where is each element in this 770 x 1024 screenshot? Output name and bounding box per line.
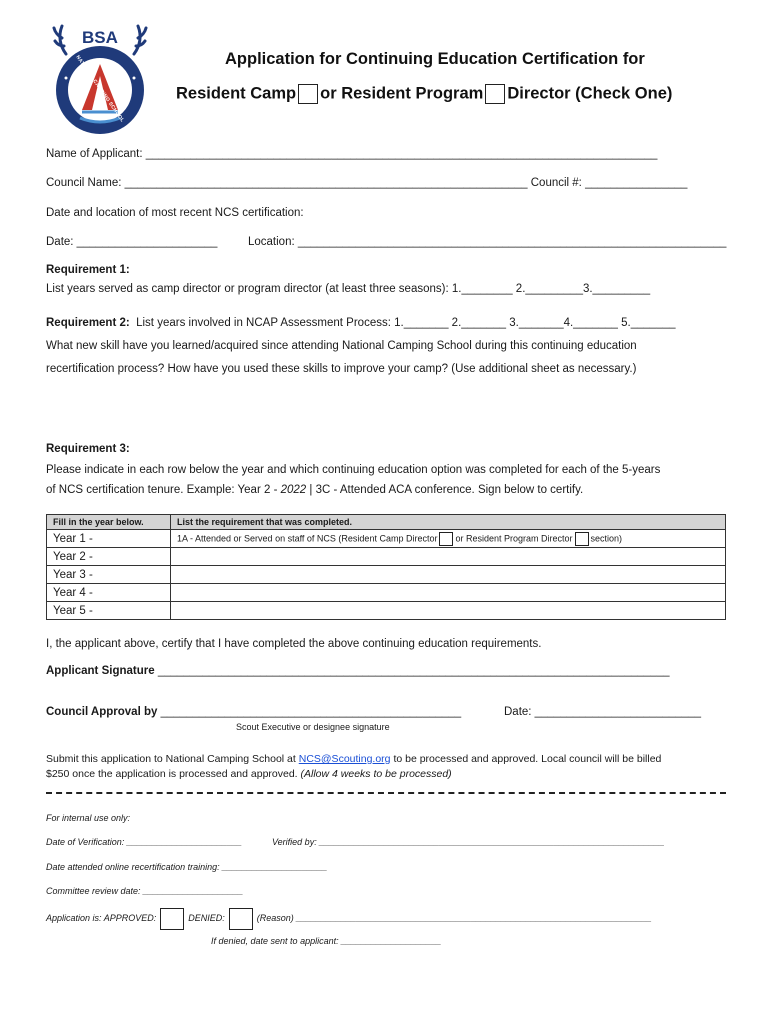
- denied-checkbox[interactable]: [229, 908, 253, 930]
- certification-location-field[interactable]: Location: ___________________________________________________________________: [248, 236, 727, 248]
- verification-date-field[interactable]: Date of Verification: _______________________: [46, 837, 242, 847]
- submit-line-1: Submit this application to National Camping School at NCS@Scouting.org to be processed and approved. Local council will be billed: [46, 753, 662, 765]
- resident-camp-director-checkbox[interactable]: [439, 532, 453, 546]
- denied-sent-date-field[interactable]: If denied, date sent to applicant: ____________________: [211, 936, 442, 946]
- table-row: [47, 584, 726, 602]
- year-4-cell[interactable]: Year 4 -: [47, 584, 171, 602]
- applicant-signature-field[interactable]: Applicant Signature ________________________________________________________________________________: [46, 665, 670, 677]
- approved-checkbox[interactable]: [160, 908, 184, 930]
- requirements-table: [46, 514, 726, 620]
- column-header-requirement: List the requirement that was completed.: [171, 515, 726, 530]
- logo-ring-text: NATIONAL CAMPING SCHOOL: [74, 54, 126, 124]
- year-3-cell[interactable]: Year 3 -: [47, 566, 171, 584]
- applicant-signature-label: Applicant Signature: [46, 665, 155, 677]
- resident-program-checkbox[interactable]: [485, 84, 505, 104]
- table-row: [47, 566, 726, 584]
- table-row: [47, 530, 726, 548]
- resident-camp-checkbox[interactable]: [298, 84, 318, 104]
- internal-heading: For internal use only:: [46, 813, 131, 823]
- table-row: [47, 602, 726, 620]
- submit-line-2: $250 once the application is processed and approved. (Allow 4 weeks to be processed): [46, 768, 452, 780]
- requirement-3-heading: Requirement 3:: [46, 443, 130, 455]
- requirement-2-heading: Requirement 2:: [46, 317, 130, 329]
- requirement-2-field[interactable]: [46, 317, 676, 329]
- requirement-1a-cell[interactable]: 1A - Attended or Served on staff of NCS (Resident Camp Director or Resident Program Director section): [171, 530, 726, 548]
- year-1-cell[interactable]: Year 1 -: [47, 530, 171, 548]
- training-date-field[interactable]: Date attended online recertification training: _____________________: [46, 862, 328, 872]
- approval-date-field[interactable]: Date: __________________________: [504, 706, 701, 718]
- council-approval-field[interactable]: Council Approval by _______________________________________________: [46, 706, 462, 718]
- bsa-ncs-logo: [52, 18, 148, 142]
- example-year: 2022: [280, 484, 307, 496]
- requirement-2-question-1: What new skill have you learned/acquired since attending National Camping School during this continuing education: [46, 340, 637, 352]
- requirement-2-question-2: recertification process? How have you used these skills to improve your camp? (Use additional sheet as necessary.): [46, 363, 637, 375]
- denied-label: DENIED:: [188, 913, 225, 923]
- ncs-certification-label: Date and location of most recent NCS certification:: [46, 207, 304, 219]
- council-name-field[interactable]: Council Name: _______________________________________________________________ Council #: ________________: [46, 177, 688, 189]
- requirement-1-heading: Requirement 1:: [46, 264, 130, 276]
- logo-bsa-text: BSA: [82, 28, 118, 47]
- reason-field[interactable]: (Reason) _______________________________________________________________________: [256, 913, 652, 923]
- certification-date-field[interactable]: Date: ______________________: [46, 236, 218, 248]
- dashed-divider: [46, 792, 726, 794]
- option-resident-camp-label: Resident Camp: [176, 84, 297, 103]
- column-header-year: Fill in the year below.: [47, 515, 171, 530]
- ncs-email-link[interactable]: NCS@Scouting.org: [298, 753, 391, 765]
- committee-review-field[interactable]: Committee review date: ____________________: [46, 886, 244, 896]
- title-line2: [176, 84, 672, 104]
- year-5-cell[interactable]: Year 5 -: [47, 602, 171, 620]
- requirement-cell[interactable]: [171, 584, 726, 602]
- application-status-row: [46, 906, 652, 930]
- option-director-label: Director (Check One): [507, 84, 673, 103]
- signature-caption: Scout Executive or designee signature: [236, 722, 390, 732]
- requirement-cell[interactable]: [171, 566, 726, 584]
- page-title: Application for Continuing Education Certification for: [225, 50, 645, 68]
- requirement-3-line-1: Please indicate in each row below the year and which continuing education option was completed for each of the 5-years: [46, 464, 661, 476]
- requirement-cell[interactable]: [171, 548, 726, 566]
- table-header-row: [47, 515, 726, 530]
- requirement-cell[interactable]: [171, 602, 726, 620]
- council-approval-label: Council Approval by: [46, 706, 158, 718]
- requirement-1-field[interactable]: List years served as camp director or program director (at least three seasons): 1.________ 2._________3._________: [46, 283, 651, 295]
- option-resident-program-label: or Resident Program: [320, 84, 484, 103]
- resident-program-director-checkbox[interactable]: [575, 532, 589, 546]
- approved-label: Application is: APPROVED:: [46, 913, 157, 923]
- certify-statement: I, the applicant above, certify that I have completed the above continuing education requirements.: [46, 638, 542, 650]
- verified-by-field[interactable]: Verified by: _____________________________________________________________________: [272, 837, 665, 847]
- table-row: [47, 548, 726, 566]
- year-2-cell[interactable]: Year 2 -: [47, 548, 171, 566]
- applicant-name-field[interactable]: Name of Applicant: ________________________________________________________________________________: [46, 148, 658, 160]
- requirement-3-line-2: of NCS certification tenure. Example: Year 2 - 2022 | 3C - Attended ACA conference. Sign below to certify.: [46, 484, 584, 496]
- requirement-2-text: List years involved in NCAP Assessment Process: 1._______ 2._______ 3._______4._______ 5._______: [136, 317, 676, 329]
